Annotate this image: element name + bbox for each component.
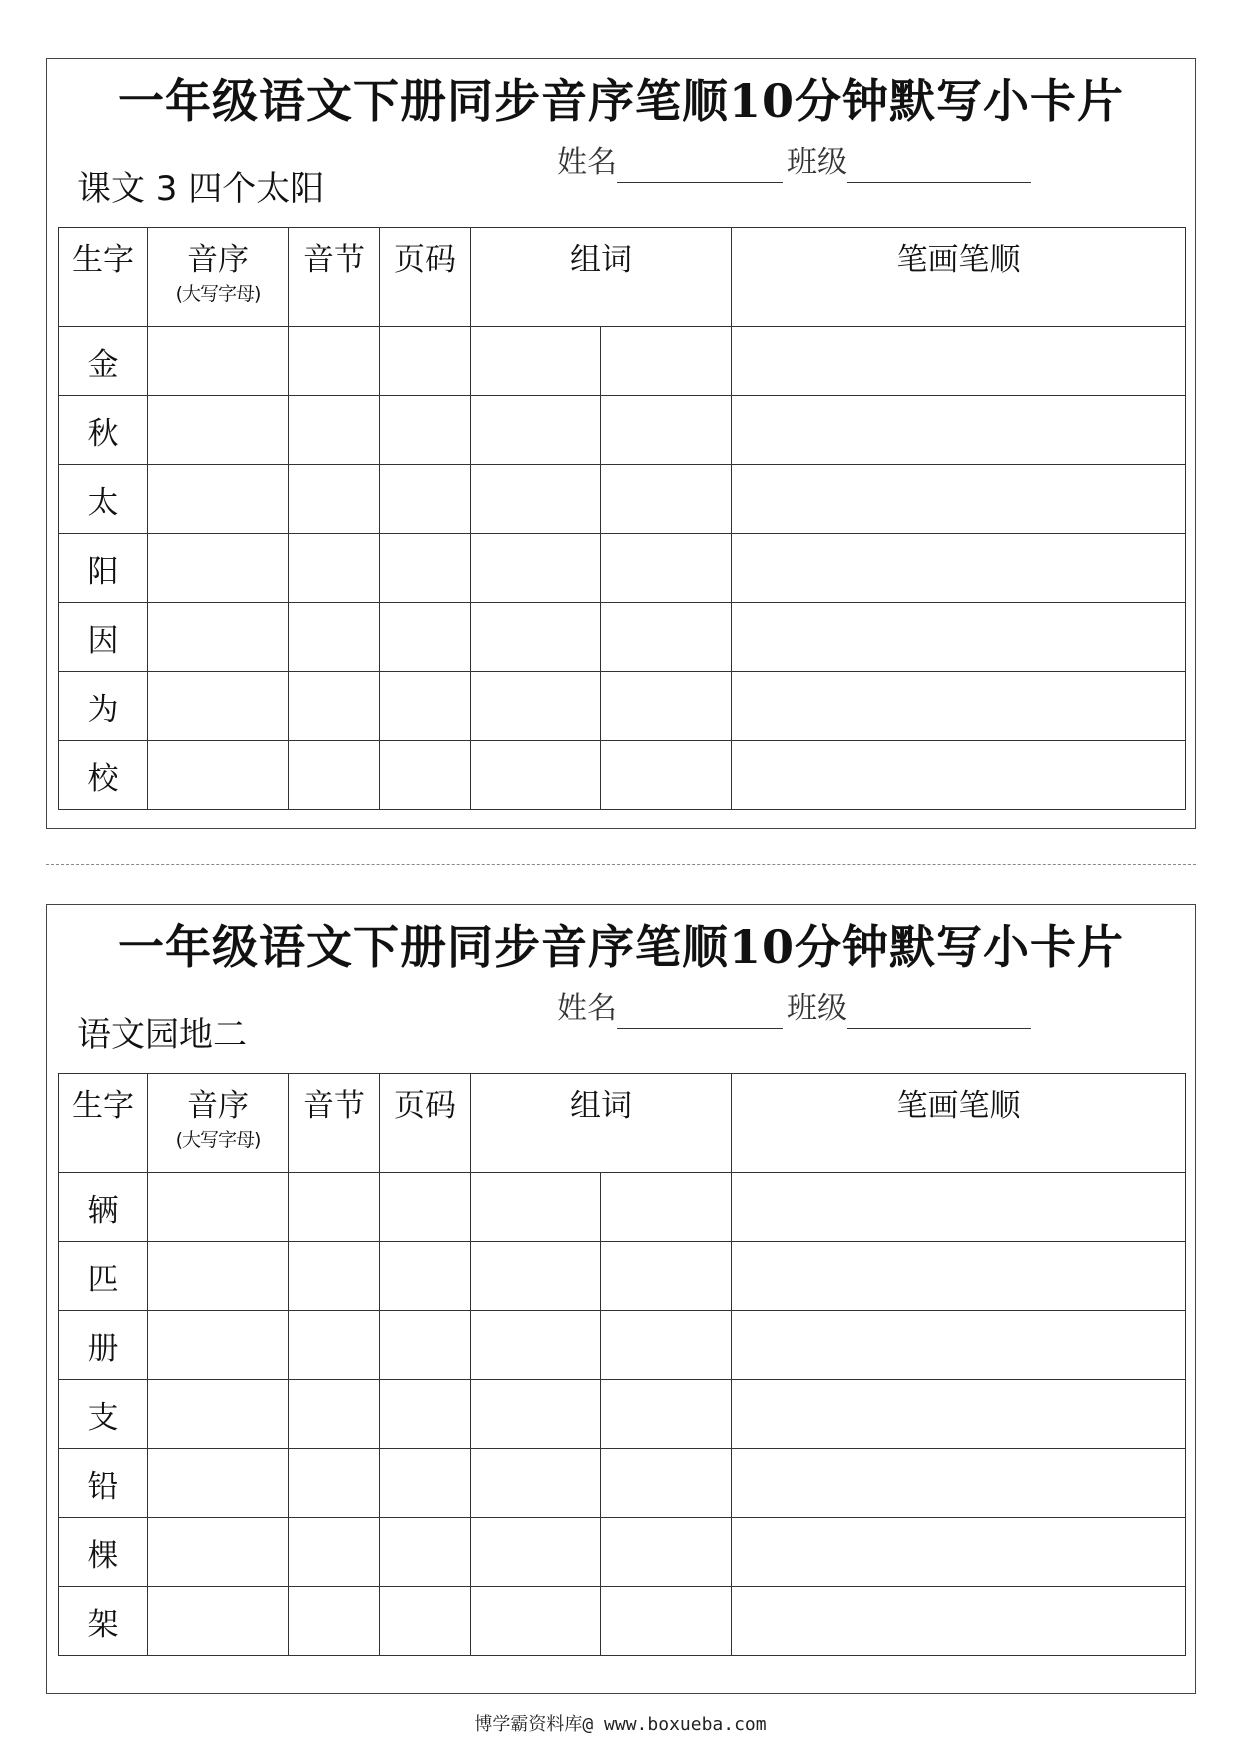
- word-1-cell[interactable]: [471, 1173, 601, 1242]
- table-row: [59, 465, 1186, 534]
- strokes-cell[interactable]: [732, 1518, 1186, 1587]
- strokes-cell[interactable]: [732, 672, 1186, 741]
- page-cell[interactable]: [380, 672, 471, 741]
- word-1-cell[interactable]: [471, 465, 601, 534]
- header-phonetic-order-note: (大写字母): [175, 1129, 261, 1151]
- syllable-cell[interactable]: [289, 1311, 380, 1380]
- char-cell: 校: [59, 741, 148, 810]
- phonetic-order-cell[interactable]: [148, 1311, 289, 1380]
- name-blank[interactable]: [617, 149, 783, 183]
- phonetic-order-cell[interactable]: [148, 741, 289, 810]
- word-2-cell[interactable]: [601, 465, 732, 534]
- page-cell[interactable]: [380, 1311, 471, 1380]
- strokes-cell[interactable]: [732, 465, 1186, 534]
- page-cell[interactable]: [380, 465, 471, 534]
- phonetic-order-cell[interactable]: [148, 396, 289, 465]
- dictation-table: [58, 1073, 1186, 1656]
- table-row: [59, 327, 1186, 396]
- char-cell: 匹: [59, 1242, 148, 1311]
- header-strokes: 笔画笔顺: [732, 1074, 1186, 1173]
- header-phonetic-order: [148, 228, 289, 327]
- name-blank[interactable]: [617, 995, 783, 1029]
- table-row: [59, 603, 1186, 672]
- strokes-cell[interactable]: [732, 741, 1186, 810]
- header-phonetic-order-note: (大写字母): [175, 283, 261, 305]
- word-1-cell[interactable]: [471, 603, 601, 672]
- table-row: [59, 672, 1186, 741]
- class-blank[interactable]: [847, 149, 1031, 183]
- strokes-cell[interactable]: [732, 327, 1186, 396]
- char-cell: 支: [59, 1380, 148, 1449]
- char-cell: 为: [59, 672, 148, 741]
- word-1-cell[interactable]: [471, 534, 601, 603]
- header-words: 组词: [471, 1074, 732, 1173]
- page-cell[interactable]: [380, 396, 471, 465]
- syllable-cell[interactable]: [289, 1242, 380, 1311]
- phonetic-order-cell[interactable]: [148, 1173, 289, 1242]
- header-page: 页码: [380, 228, 471, 327]
- lesson-title: 课文 3 四个太阳: [77, 169, 325, 209]
- syllable-cell[interactable]: [289, 1173, 380, 1242]
- syllable-cell[interactable]: [289, 603, 380, 672]
- word-1-cell[interactable]: [471, 1587, 601, 1656]
- header-row: [59, 1074, 1186, 1173]
- word-1-cell[interactable]: [471, 1518, 601, 1587]
- word-2-cell[interactable]: [601, 534, 732, 603]
- header-row: [59, 228, 1186, 327]
- strokes-cell[interactable]: [732, 1587, 1186, 1656]
- word-2-cell[interactable]: [601, 741, 732, 810]
- syllable-cell[interactable]: [289, 1380, 380, 1449]
- phonetic-order-cell[interactable]: [148, 603, 289, 672]
- strokes-cell[interactable]: [732, 1242, 1186, 1311]
- word-1-cell[interactable]: [471, 327, 601, 396]
- table-row: [59, 396, 1186, 465]
- footer-source: 博学霸资料库@ www.boxueba.com: [474, 1714, 767, 1735]
- page-cell[interactable]: [380, 1587, 471, 1656]
- dictation-table: [58, 227, 1186, 810]
- table-row: [59, 1518, 1186, 1587]
- char-cell: 架: [59, 1587, 148, 1656]
- header-page: 页码: [380, 1074, 471, 1173]
- phonetic-order-cell[interactable]: [148, 1242, 289, 1311]
- word-2-cell[interactable]: [601, 327, 732, 396]
- strokes-cell[interactable]: [732, 534, 1186, 603]
- strokes-cell[interactable]: [732, 1380, 1186, 1449]
- word-2-cell[interactable]: [601, 672, 732, 741]
- card-title: 一年级语文下册同步音序笔顺10分钟默写小卡片: [117, 74, 1124, 128]
- syllable-cell[interactable]: [289, 1449, 380, 1518]
- word-1-cell[interactable]: [471, 1311, 601, 1380]
- table-row: [59, 1449, 1186, 1518]
- table-row: [59, 534, 1186, 603]
- header-strokes: 笔画笔顺: [732, 228, 1186, 327]
- strokes-cell[interactable]: [732, 603, 1186, 672]
- class-blank[interactable]: [847, 995, 1031, 1029]
- phonetic-order-cell[interactable]: [148, 1518, 289, 1587]
- word-1-cell[interactable]: [471, 741, 601, 810]
- page-cell[interactable]: [380, 1242, 471, 1311]
- table-row: [59, 1380, 1186, 1449]
- table-row: [59, 1242, 1186, 1311]
- page-cell[interactable]: [380, 1449, 471, 1518]
- class-label: 班级: [787, 145, 847, 180]
- word-2-cell[interactable]: [601, 1380, 732, 1449]
- syllable-cell[interactable]: [289, 327, 380, 396]
- syllable-cell[interactable]: [289, 672, 380, 741]
- page-cell[interactable]: [380, 534, 471, 603]
- header-syllable: 音节: [289, 1074, 380, 1173]
- dictation-card-2: [46, 904, 1196, 1694]
- syllable-cell[interactable]: [289, 396, 380, 465]
- char-cell: 阳: [59, 534, 148, 603]
- word-2-cell[interactable]: [601, 1311, 732, 1380]
- word-2-cell[interactable]: [601, 1518, 732, 1587]
- page-cell[interactable]: [380, 1173, 471, 1242]
- char-cell: 辆: [59, 1173, 148, 1242]
- word-1-cell[interactable]: [471, 1380, 601, 1449]
- word-2-cell[interactable]: [601, 603, 732, 672]
- header-phonetic-order-label: 音序: [187, 1088, 249, 1124]
- phonetic-order-cell[interactable]: [148, 465, 289, 534]
- word-2-cell[interactable]: [601, 1587, 732, 1656]
- phonetic-order-cell[interactable]: [148, 1449, 289, 1518]
- page-cell[interactable]: [380, 1380, 471, 1449]
- header-words: 组词: [471, 228, 732, 327]
- word-2-cell[interactable]: [601, 1242, 732, 1311]
- char-cell: 册: [59, 1311, 148, 1380]
- header-syllable: 音节: [289, 228, 380, 327]
- strokes-cell[interactable]: [732, 396, 1186, 465]
- phonetic-order-cell[interactable]: [148, 534, 289, 603]
- char-cell: 棵: [59, 1518, 148, 1587]
- char-cell: 因: [59, 603, 148, 672]
- syllable-cell[interactable]: [289, 1587, 380, 1656]
- name-class-fields: [557, 143, 1035, 183]
- word-2-cell[interactable]: [601, 1173, 732, 1242]
- phonetic-order-cell[interactable]: [148, 672, 289, 741]
- page-cell[interactable]: [380, 741, 471, 810]
- syllable-cell[interactable]: [289, 741, 380, 810]
- word-1-cell[interactable]: [471, 1242, 601, 1311]
- dictation-card-1: [46, 58, 1196, 829]
- strokes-cell[interactable]: [732, 1449, 1186, 1518]
- table-row: [59, 1311, 1186, 1380]
- page-cell[interactable]: [380, 1518, 471, 1587]
- char-cell: 金: [59, 327, 148, 396]
- name-label: 姓名: [557, 991, 617, 1026]
- header-phonetic-order-label: 音序: [187, 242, 249, 278]
- cut-line: [46, 864, 1196, 865]
- header-char: 生字: [59, 228, 148, 327]
- char-cell: 太: [59, 465, 148, 534]
- page-cell[interactable]: [380, 327, 471, 396]
- word-1-cell[interactable]: [471, 1449, 601, 1518]
- phonetic-order-cell[interactable]: [148, 1380, 289, 1449]
- phonetic-order-cell[interactable]: [148, 327, 289, 396]
- word-1-cell[interactable]: [471, 672, 601, 741]
- table-row: [59, 1173, 1186, 1242]
- word-2-cell[interactable]: [601, 1449, 732, 1518]
- name-class-fields: [557, 989, 1035, 1029]
- page-cell[interactable]: [380, 603, 471, 672]
- name-label: 姓名: [557, 145, 617, 180]
- lesson-title: 语文园地二: [77, 1015, 247, 1055]
- table-row: [59, 1587, 1186, 1656]
- char-cell: 铅: [59, 1449, 148, 1518]
- syllable-cell[interactable]: [289, 534, 380, 603]
- syllable-cell[interactable]: [289, 465, 380, 534]
- header-phonetic-order: [148, 1074, 289, 1173]
- class-label: 班级: [787, 991, 847, 1026]
- phonetic-order-cell[interactable]: [148, 1587, 289, 1656]
- strokes-cell[interactable]: [732, 1311, 1186, 1380]
- header-char: 生字: [59, 1074, 148, 1173]
- char-cell: 秋: [59, 396, 148, 465]
- word-1-cell[interactable]: [471, 396, 601, 465]
- syllable-cell[interactable]: [289, 1518, 380, 1587]
- table-row: [59, 741, 1186, 810]
- strokes-cell[interactable]: [732, 1173, 1186, 1242]
- card-title: 一年级语文下册同步音序笔顺10分钟默写小卡片: [117, 920, 1124, 974]
- word-2-cell[interactable]: [601, 396, 732, 465]
